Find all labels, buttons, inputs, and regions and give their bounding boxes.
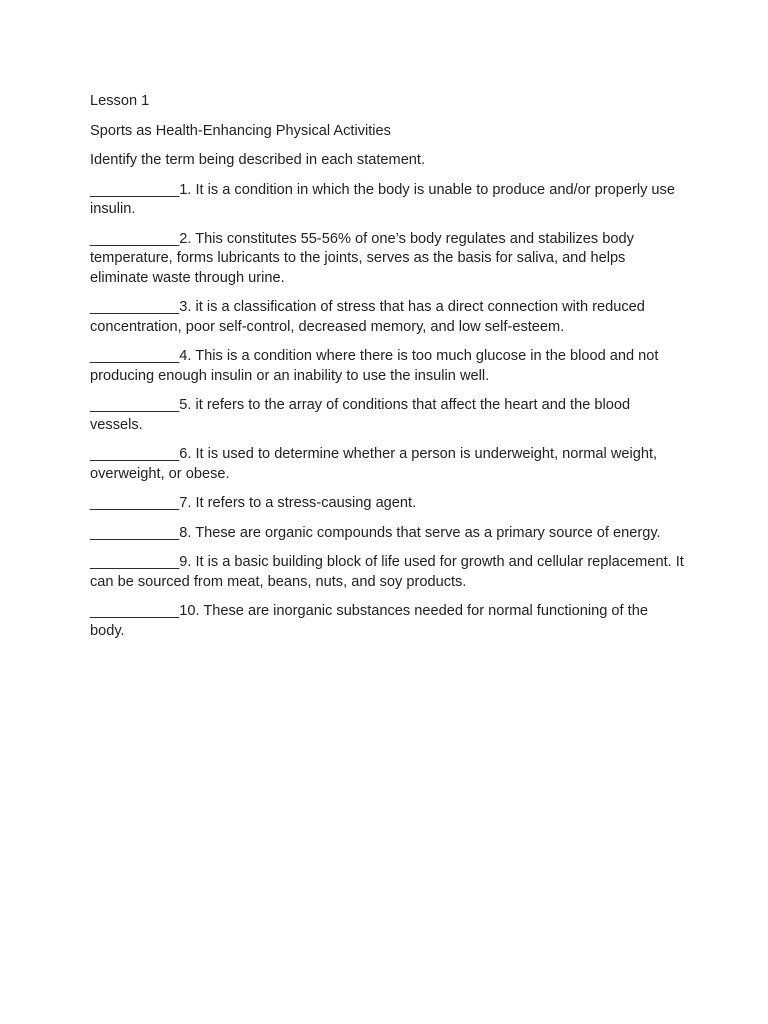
question-8	[90, 524, 685, 544]
answer-blank: ___________	[90, 603, 180, 619]
question-3	[90, 298, 685, 337]
lesson-label: Lesson 1	[90, 93, 150, 109]
answer-blank: ___________	[90, 397, 180, 413]
answer-blank: ___________	[90, 524, 180, 541]
answer-blank: ___________	[90, 446, 180, 462]
question-text: 5. it refers to the array of conditions that affect the heart and the blood vessels.	[90, 397, 631, 433]
question-4	[90, 347, 685, 386]
question-text: 4. This is a condition where there is too much glucose in the blood and not producing enough insulin or an inability to use the insulin well.	[90, 348, 659, 384]
question-9	[90, 553, 685, 592]
question-2	[90, 230, 685, 289]
question-1	[90, 181, 685, 220]
answer-blank: ___________	[90, 554, 180, 570]
question-6	[90, 445, 685, 484]
answer-blank: ___________	[90, 299, 180, 315]
question-text: 6. It is used to determine whether a person is underweight, normal weight, overweight, or obese.	[90, 446, 658, 482]
question-text: 9. It is a basic building block of life used for growth and cellular replacement. It can be sourced from meat, beans, nuts, and soy products.	[90, 554, 684, 590]
question-text: 7. It refers to a stress-causing agent.	[179, 495, 417, 511]
answer-blank: ___________	[90, 230, 180, 247]
question-text: 1. It is a condition in which the body is unable to produce and/or properly use insulin.	[90, 181, 675, 217]
document-page	[90, 92, 685, 651]
lesson-topic: Sports as Health-Enhancing Physical Activities	[90, 122, 391, 139]
answer-blank: ___________	[90, 495, 180, 511]
question-5	[90, 396, 685, 435]
question-10	[90, 602, 685, 641]
question-7	[90, 494, 685, 514]
answer-blank: ___________	[90, 348, 180, 364]
question-text: 3. it is a classification of stress that has a direct connection with reduced concentration, poor self-control, decreased memory, and low self-esteem.	[90, 299, 645, 335]
question-text: 10. These are inorganic substances needed for normal functioning of the body.	[90, 603, 648, 639]
question-text: 8. These are organic compounds that serve as a primary source of energy.	[179, 524, 661, 541]
instruction: Identify the term being described in each statement.	[90, 152, 426, 168]
answer-blank: ___________	[90, 181, 180, 198]
question-text: 2. This constitutes 55-56% of one’s body regulates and stabilizes body temperature, forms lubricants to the joints, serves as the basis for saliva, and helps eliminate waste through urine.	[90, 230, 634, 286]
